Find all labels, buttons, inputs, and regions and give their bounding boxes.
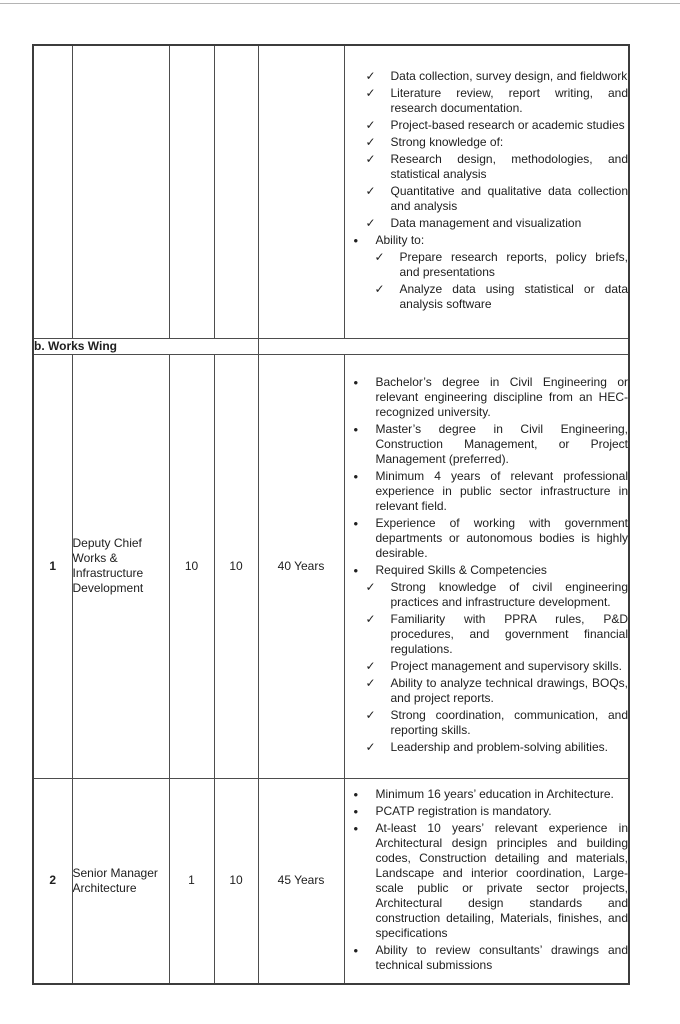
requirement-text: Quantitative and qualitative data collection and analysis	[390, 184, 628, 214]
requirement-item	[345, 375, 629, 420]
bullet-icon: •	[353, 786, 359, 802]
bullet-icon: •	[353, 563, 359, 578]
requirement-item	[345, 740, 629, 755]
table-row-position-2	[33, 778, 629, 984]
requirement-text: PCATP registration is mandatory.	[375, 803, 552, 818]
checkmark-icon: ✓	[365, 69, 376, 84]
requirements-cell	[344, 45, 629, 338]
requirement-text: Research design, methodologies, and statistical analysis	[390, 152, 628, 182]
requirement-item	[345, 184, 629, 214]
requirement-item	[345, 86, 629, 116]
requirement-text: Ability to:	[375, 233, 425, 248]
bullet-icon: •	[353, 820, 359, 836]
requirement-text: Familiarity with PPRA rules, P&D procedures, and government financial regulations.	[390, 612, 628, 656]
sr-cell	[33, 45, 72, 338]
requirement-text: Master’s degree in Civil Engineering, Construction Management, or Project Management (preferred).	[375, 422, 628, 466]
table-row-continuation	[33, 45, 629, 338]
job-positions-table	[32, 44, 630, 985]
requirement-text: Minimum 16 years’ education in Architecture.	[375, 786, 614, 801]
checkmark-icon: ✓	[365, 676, 376, 690]
checkmark-icon: ✓	[365, 659, 376, 673]
bullet-icon: •	[353, 233, 359, 249]
requirement-text: Minimum 4 years of relevant professional experience in public sector infrastructure in relevant field.	[375, 469, 628, 513]
bullet-icon: •	[353, 375, 359, 390]
numeric-cell	[214, 45, 258, 338]
numeric-cell	[169, 45, 214, 338]
table-row-section-header	[33, 338, 629, 354]
requirement-item	[345, 580, 629, 610]
requirement-text: Bachelor’s degree in Civil Engineering or relevant engineering discipline from an HEC-recognized university.	[375, 375, 628, 419]
checkmark-icon: ✓	[374, 282, 385, 297]
requirement-text: Ability to review consultants’ drawings and technical submissions	[375, 942, 628, 972]
table-row-position-1	[33, 354, 629, 778]
requirement-text: Prepare research reports, policy briefs, and presentations	[399, 250, 628, 280]
sr-cell: 1	[33, 354, 72, 778]
requirement-text: Required Skills & Competencies	[375, 563, 547, 577]
checkmark-icon: ✓	[365, 184, 376, 199]
requirement-item	[345, 233, 629, 248]
requirement-item	[345, 804, 629, 819]
checkmark-icon: ✓	[365, 708, 376, 722]
requirement-item	[345, 282, 629, 312]
requirement-item	[345, 708, 629, 738]
requirement-item	[345, 250, 629, 280]
section-header-empty-cell	[258, 338, 629, 354]
checkmark-icon: ✓	[365, 612, 376, 626]
requirements-cell	[344, 778, 629, 984]
requirement-item	[345, 516, 629, 561]
position-cell: Deputy Chief Works & Infrastructure Development	[72, 354, 169, 778]
age-cell	[258, 45, 344, 338]
requirement-item	[345, 563, 629, 578]
requirement-text: Ability to analyze technical drawings, BOQs, and project reports.	[390, 676, 628, 705]
requirement-item	[345, 69, 629, 84]
checkmark-icon: ✓	[365, 216, 376, 231]
requirement-item	[345, 152, 629, 182]
bullet-icon: •	[353, 422, 359, 437]
requirement-text: Strong knowledge of civil engineering practices and infrastructure development.	[390, 580, 628, 609]
requirement-item	[345, 422, 629, 467]
requirement-item	[345, 676, 629, 706]
section-header-label: b. Works Wing	[33, 338, 258, 354]
bullet-icon: •	[353, 942, 359, 958]
requirement-text: Experience of working with government departments or autonomous bodies is highly desirable.	[375, 516, 628, 560]
checkmark-icon: ✓	[365, 86, 376, 101]
requirements-cell	[344, 354, 629, 778]
requirement-item	[345, 659, 629, 674]
requirement-item	[345, 135, 629, 150]
requirement-text: Project management and supervisory skills.	[390, 659, 622, 673]
requirement-item	[345, 216, 629, 231]
checkmark-icon: ✓	[365, 118, 376, 133]
requirement-text: Strong coordination, communication, and reporting skills.	[390, 708, 628, 737]
checkmark-icon: ✓	[365, 135, 376, 150]
age-cell: 40 Years	[258, 354, 344, 778]
requirement-text: Analyze data using statistical or data analysis software	[399, 282, 628, 312]
bullet-icon: •	[353, 469, 359, 484]
checkmark-icon: ✓	[365, 152, 376, 167]
checkmark-icon: ✓	[365, 580, 376, 594]
age-cell: 45 Years	[258, 778, 344, 984]
position-cell: Senior Manager Architecture	[72, 778, 169, 984]
page-scan-edge-line	[0, 3, 680, 4]
checkmark-icon: ✓	[365, 740, 376, 754]
requirement-item	[345, 469, 629, 514]
bullet-icon: •	[353, 803, 359, 819]
requirement-text: Literature review, report writing, and research documentation.	[390, 86, 628, 116]
requirement-text: Strong knowledge of:	[390, 135, 504, 150]
numeric-cell: 10	[214, 778, 258, 984]
requirement-text: Project-based research or academic studies	[390, 118, 625, 133]
sr-cell: 2	[33, 778, 72, 984]
requirement-item	[345, 787, 629, 802]
requirement-item	[345, 943, 629, 973]
position-cell	[72, 45, 169, 338]
numeric-cell: 10	[169, 354, 214, 778]
requirement-item	[345, 821, 629, 941]
requirement-text: Leadership and problem-solving abilities.	[390, 740, 608, 754]
requirement-text: Data management and visualization	[390, 216, 582, 231]
requirement-item	[345, 612, 629, 657]
numeric-cell: 1	[169, 778, 214, 984]
requirement-text: Data collection, survey design, and fieldwork	[390, 69, 628, 84]
numeric-cell: 10	[214, 354, 258, 778]
bullet-icon: •	[353, 516, 359, 531]
checkmark-icon: ✓	[374, 250, 385, 265]
requirement-text: At-least 10 years’ relevant experience in Architectural design principles and building codes, Construction detailing and materials, Landscape and interior coordination, Large-scale public or private sector projects, Architectural design standards and construction detailing, Materials, finishes, and specifications	[375, 820, 628, 940]
requirement-item	[345, 118, 629, 133]
